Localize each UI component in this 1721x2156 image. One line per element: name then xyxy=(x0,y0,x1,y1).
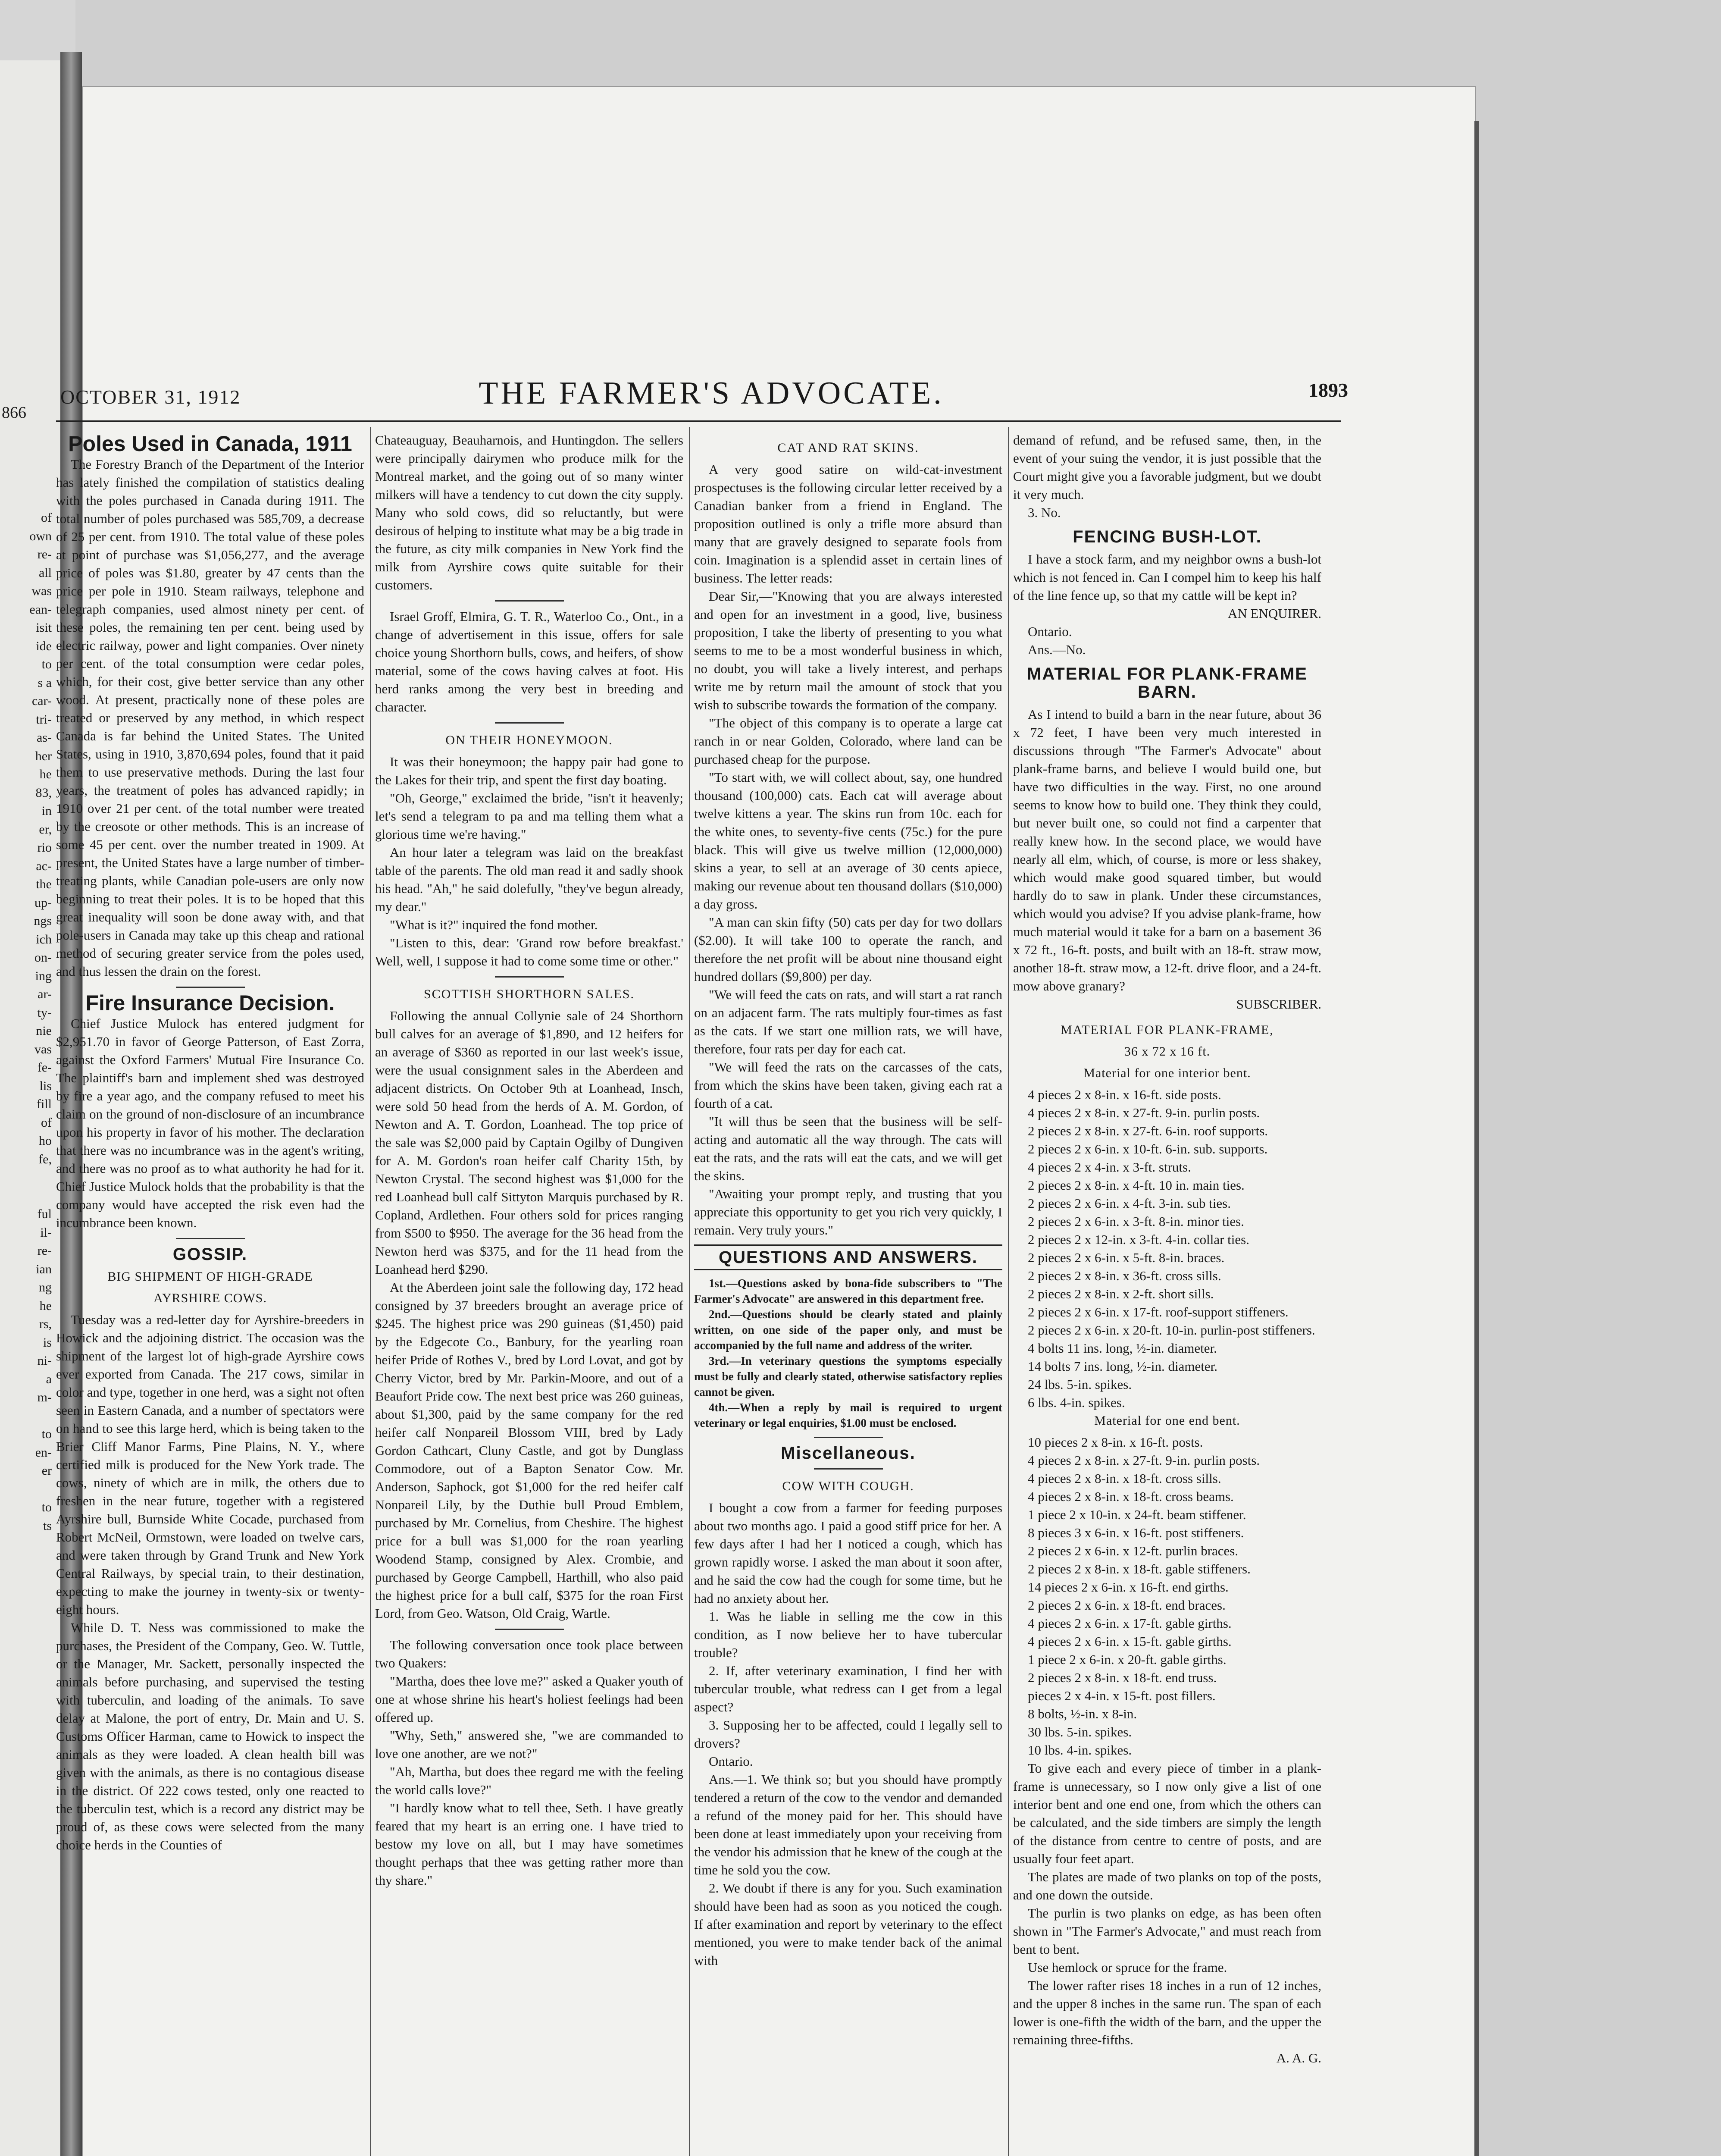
page-edge-shadow xyxy=(1474,121,1479,2156)
article-paragraph: 3. Supposing her to be affected, could I legally sell to drovers? xyxy=(694,1717,1002,1751)
article-paragraph: Following the annual Collynie sale of 24 Shorthorn bull calves for an average of $1,890, and 12 heifers for an average of $360 as reported in our last week's issue, were the usual consignment sales in the Aberdeen and adjacent districts. On October 9th at Loanhead, Insch, were sold 50 head from the herds of A. M. Gordon, of Newton and A. T. Gordon, Loanhead. The top price of the sale was $2,000 paid by Captain Ogilby of Dungiven for A. M. Gordon's roan heifer calf Charity 15th, by Newton Crystal. The second highest was $1,000 for the red Loanhead bull calf Sittyton Marquis purchased by R. Copland, Ardlethen. Four others sold for prices ranging from $500 to $950. The average for the 36 head from the Newton herd was $375, and for the 11 head from the Loanhead herd $290. xyxy=(375,1008,683,1277)
text-fragment: as- xyxy=(37,730,52,745)
text-fragment: lis xyxy=(39,1078,52,1093)
article-paragraph: 2. We doubt if there is any for you. Such examination should have been had as soon as you noticed the cough. If after examination and report by veterinary to the effect mentioned, you were to make tender back of the animal with xyxy=(694,1880,1002,1968)
text-fragment: er, xyxy=(39,822,52,837)
article-paragraph: A very good satire on wild-cat-investment prospectuses is the following circular letter received by a Canadian banker from a friend in England. The proposition outlined is only a trifle more absurd than many that are gravely designed to separate fools from coin. Imagination is a splendid asset in certain lines of business. The letter reads: xyxy=(694,462,1002,586)
article-paragraph: "What is it?" inquired the fond mother. xyxy=(390,917,598,932)
article-paragraph: To give each and every piece of timber in a plank-frame is unnecessary, so I now only give a list of one interior bent and one end one, from which the others can be calculated, and the side timbers are simply the length of the distance from centre to centre of posts, and are usually four feet apart. xyxy=(1013,1761,1321,1866)
article-paragraph: Tuesday was a red-letter day for Ayrshire-breeders in Howick and the adjoining district. The occasion was the shipment of the largest lot of high-grade Ayrshire cows ever exported from Canada. The 217 cows, similar in color and type, together in one herd, was a sight not often seen in Eastern Canada, and a number of spectators were on hand to see this large herd, which is being taken to the Brier Cliff Manor Farms, Pine Plains, N. Y., where certified milk is produced for the New York trade. The cows, ninety of which are in milk, the others due to freshen in the near future, together with a registered Ayrshire bull, Burnside White Cocade, purchased from Robert McNeil, Ormstown, were loaded on twelve cars, and were taken through by Grand Trunk and New York Central Railways, by special train, to their destination, expecting to make the journey in twenty-six or twenty-eight hours. xyxy=(56,1312,364,1617)
materials-item: 2 pieces 2 x 6-in. x 17-ft. roof-support stiffeners. xyxy=(1028,1304,1289,1319)
materials-item: 8 bolts, ½-in. x 8-in. xyxy=(1028,1706,1137,1721)
article-paragraph: "Martha, does thee love me?" asked a Quaker youth of one at whose shrine his heart's holiest feelings had been offered up. xyxy=(375,1673,683,1725)
text-fragment: fill xyxy=(37,1097,52,1111)
article-paragraph: Ans.—1. We think so; but you should have promptly tendered a return of the cow to the vendor and demanded a refund of the money paid for her. This should have been done at least immediately upon your receiving from the vendor his admission that he knew of the cough at the time he sold you the cow. xyxy=(694,1772,1002,1877)
materials-item: 30 lbs. 5-in. spikes. xyxy=(1028,1724,1132,1739)
text-fragment: to xyxy=(41,1427,52,1441)
rules-paragraph: 2nd.—Questions should be clearly stated and plainly written, on one side of the paper only, and must be accompanied by the full name and address of the writer. xyxy=(694,1308,1002,1352)
materials-item: 14 bolts 7 ins. long, ½-in. diameter. xyxy=(1028,1359,1217,1374)
text-fragment: to xyxy=(41,1500,52,1514)
rules-paragraph: 4th.—When a reply by mail is required to urgent veterinary or legal enquiries, $1.00 must be enclosed. xyxy=(694,1401,1002,1429)
materials-item: 2 pieces 2 x 8-in. x 18-ft. end truss. xyxy=(1028,1670,1217,1685)
materials-item: 2 pieces 2 x 6-in. x 4-ft. 3-in. sub ties. xyxy=(1028,1196,1231,1211)
materials-title: Material for one end bent. xyxy=(1094,1413,1240,1428)
article-paragraph: "The object of this company is to operate a large cat ranch in or near Golden, Colorado, where land can be purchased cheap for the purpose. xyxy=(694,715,1002,767)
article-paragraph: Israel Groff, Elmira, G. T. R., Waterloo Co., Ont., in a change of advertisement in this issue, offers for sale choice young Shorthorn bulls, cows, and heifers, of show material, some of the cows having calves at foot. His herd ranks among the very best in breeding and character. xyxy=(375,609,683,714)
section-heading: GOSSIP. xyxy=(172,1245,248,1264)
materials-item: 2 pieces 2 x 6-in. x 10-ft. 6-in. sub. supports. xyxy=(1028,1141,1268,1156)
text-fragment: nie xyxy=(36,1024,52,1038)
materials-item: 2 pieces 2 x 6-in. x 3-ft. 8-in. minor ties. xyxy=(1028,1214,1244,1229)
text-fragment: s a xyxy=(38,675,52,690)
article-paragraph: The lower rafter rises 18 inches in a run of 12 inches, and the upper 8 inches in the same run. The span of each lower is one-fifth the width of the barn, and the upper the remaining three-fifths. xyxy=(1013,1978,1321,2047)
text-fragment xyxy=(0,1169,52,1187)
article-paragraph: Ontario. xyxy=(709,1754,753,1769)
text-fragment: ian xyxy=(36,1262,52,1276)
article-paragraph: "Listen to this, dear: 'Grand row before breakfast.' Well, well, I suppose it had to come some time or other." xyxy=(375,935,683,968)
article-heading: FENCING BUSH-LOT. xyxy=(1073,527,1262,546)
text-fragment: her xyxy=(35,749,52,763)
divider xyxy=(495,1629,564,1630)
article-subheading: BIG SHIPMENT OF HIGH-GRADE xyxy=(107,1269,313,1284)
text-fragment: in xyxy=(41,804,52,818)
materials-item: 4 bolts 11 ins. long, ½-in. diameter. xyxy=(1028,1341,1217,1356)
article-paragraph: I have a stock farm, and my neighbor owns a bush-lot which is not fenced in. Can I compel him to keep his half of the line fence up, so that my cattle will be kept in? xyxy=(1013,552,1321,603)
page-number: 1893 xyxy=(1308,379,1348,401)
issue-date: OCTOBER 31, 1912 xyxy=(60,386,241,408)
text-fragment: fe- xyxy=(37,1060,52,1075)
materials-item: 4 pieces 2 x 8-in. x 27-ft. 9-in. purlin posts. xyxy=(1028,1105,1260,1120)
materials-item: 2 pieces 2 x 8-in. x 36-ft. cross sills. xyxy=(1028,1268,1221,1283)
text-fragment: ts xyxy=(43,1518,52,1533)
text-fragment: to xyxy=(41,657,52,671)
materials-item: 1 piece 2 x 6-in. x 20-ft. gable girths. xyxy=(1028,1652,1227,1667)
masthead-title: THE FARMER'S ADVOCATE. xyxy=(479,376,944,411)
column-2 xyxy=(375,431,683,2156)
materials-item: 2 pieces 2 x 6-in. x 12-ft. purlin braces. xyxy=(1028,1543,1239,1558)
article-paragraph: Chateauguay, Beauharnois, and Huntingdon. The sellers were principally dairymen who produce milk for the Montreal market, and the going out of so many winter milkers will have a tendency to cut down the city supply. Many who sold cows, did so reluctantly, but were desirous of helping to institute what may be a big trade in the future, as city milk companies in New York find the milk from Ayrshire cows quite suitable for their customers. xyxy=(375,432,683,592)
divider xyxy=(814,1437,883,1438)
materials-item: 10 pieces 2 x 8-in. x 16-ft. posts. xyxy=(1028,1435,1203,1450)
text-fragment: 83, xyxy=(35,785,52,800)
text-fragment: ac- xyxy=(36,859,52,873)
section-heading: QUESTIONS AND ANSWERS. xyxy=(694,1244,1002,1270)
materials-item: 14 pieces 2 x 6-in. x 16-ft. end girths. xyxy=(1028,1579,1229,1595)
article-subheading: 36 x 72 x 16 ft. xyxy=(1124,1044,1211,1059)
text-fragment: isit xyxy=(36,620,52,635)
article-heading: Fire Insurance Decision. xyxy=(85,991,335,1015)
text-fragment: m- xyxy=(37,1390,52,1404)
materials-item: 4 pieces 2 x 8-in. x 18-ft. cross beams. xyxy=(1028,1489,1234,1504)
text-fragment: fe, xyxy=(38,1152,52,1166)
text-fragment: car- xyxy=(31,694,52,708)
column-3 xyxy=(694,431,1002,2156)
text-fragment: ing xyxy=(35,968,52,983)
article-paragraph: Chief Justice Mulock has entered judgment for $2,951.70 in favor of George Patterson, of East Zorra, against the Oxford Farmers' Mutual Fire Insurance Co. The plaintiff's barn and implement shed was destroyed by fire a year ago, and the company refused to meet his claim on the ground of non-disclosure of an incumbrance upon his property in favor of his mother. The declaration that there was no incumbrance was in the agent's writing, and there was no proof as to what authority he had for it. Chief Justice Mulock holds that the probability is that the company would have accepted the risk even had the incumbrance been known. xyxy=(56,1016,364,1230)
materials-item: 10 lbs. 4-in. spikes. xyxy=(1028,1742,1132,1758)
article-paragraph: Ans.—No. xyxy=(1028,642,1086,657)
column-rule xyxy=(1008,427,1009,2156)
text-fragment: il- xyxy=(40,1225,52,1240)
materials-list-interior xyxy=(1013,1086,1321,1412)
signature: SUBSCRIBER. xyxy=(1236,997,1321,1012)
article-paragraph: It was their honeymoon; the happy pair had gone to the Lakes for their trip, and spent the first day boating. xyxy=(375,754,683,787)
article-heading: CAT AND RAT SKINS. xyxy=(777,441,919,455)
text-fragment: a xyxy=(46,1372,52,1386)
divider xyxy=(176,1238,245,1239)
materials-item: 4 pieces 2 x 8-in. x 18-ft. cross sills. xyxy=(1028,1471,1221,1486)
article-paragraph: I bought a cow from a farmer for feeding purposes about two months ago. I paid a good stiff price for her. A few days after I had her I noticed a cough, which has grown rapidly worse. I asked the man about it soon after, and he said the cow had the cough for some time, but he had no anxiety about her. xyxy=(694,1500,1002,1606)
article-paragraph: demand of refund, and be refused same, then, in the event of your suing the vendor, it is just possible that the Court might give you a favorable judgment, but we doubt it very much. xyxy=(1013,432,1321,502)
text-fragment xyxy=(0,1187,52,1206)
materials-title: Material for one interior bent. xyxy=(1083,1066,1251,1080)
materials-item: 2 pieces 2 x 6-in. x 5-ft. 8-in. braces. xyxy=(1028,1250,1225,1265)
text-fragment: he xyxy=(39,1298,52,1313)
text-fragment: ngs xyxy=(34,914,52,928)
article-paragraph: At the Aberdeen joint sale the following day, 172 head consigned by 37 breeders brought an average price of $245. The highest price was 290 guineas ($1,450) paid by the Edgecote Co., Banbury, for the yearling roan heifer Pride of Rothes V., bred by Lord Lovat, and got by Cherry Victor, bred by Mr. Parkin-Moore, and out of a Beaufort Pride cow. The next best price was 260 guineas, about $1,300, paid by the same company for the red heifer calf Nonpareil Blossom VIII, bred by Lady Gordon Cathcart, Cluny Castle, and got by Dunglass Commodore, out of a Bapton Senator Cow. Mr. Anderson, Saphock, got $1,000 for the red heifer calf Nonpareil Lily, by the Duthie bull Proud Emblem, purchased by Mr. Cornelius, from Cheshire. The highest price for a bull was $1,000 for the roan yearling Woodend Stamp, consigned by Alex. Crombie, and purchased by George Campbell, Harthill, who also paid the highest price for a bull calf, $375 for the roan First Lord, from Geo. Watson, Old Craig, Wartle. xyxy=(375,1280,683,1621)
materials-item: 1 piece 2 x 10-in. x 24-ft. beam stiffener. xyxy=(1028,1507,1246,1522)
previous-page-number: 866 xyxy=(2,404,26,422)
article-heading: SCOTTISH SHORTHORN SALES. xyxy=(423,987,635,1001)
article-paragraph: "Awaiting your prompt reply, and trusting that you appreciate this opportunity to get you rich very quickly, I remain. Very truly yours." xyxy=(694,1186,1002,1238)
divider xyxy=(495,600,564,602)
materials-item: 4 pieces 2 x 4-in. x 3-ft. struts. xyxy=(1028,1159,1191,1175)
column-1 xyxy=(56,431,364,2156)
text-fragment: ful xyxy=(37,1207,52,1221)
column-rule xyxy=(689,427,690,2156)
text-fragment: vas xyxy=(34,1042,52,1056)
text-fragment: ar- xyxy=(38,987,52,1001)
text-fragment: en- xyxy=(35,1445,52,1460)
article-paragraph: The following conversation once took place between two Quakers: xyxy=(375,1637,683,1670)
materials-item: 8 pieces 3 x 6-in. x 16-ft. post stiffeners. xyxy=(1028,1525,1244,1540)
article-paragraph: The purlin is two planks on edge, as has been often shown in "The Farmer's Advocate," and must reach from bent to bent. xyxy=(1013,1905,1321,1957)
previous-page-fragments xyxy=(0,509,52,1535)
article-paragraph: "It will thus be seen that the business will be self-acting and automatic all the way through. The cats will eat the rats, and the rats will eat the cats, and we will get the skins. xyxy=(694,1114,1002,1183)
header-rule xyxy=(56,420,1341,422)
column-rule xyxy=(370,427,371,2156)
text-fragment: ich xyxy=(36,932,52,946)
text-fragment: rs, xyxy=(39,1317,52,1331)
article-paragraph: The plates are made of two planks on top of the posts, and one down the outside. xyxy=(1013,1869,1321,1902)
article-paragraph: As I intend to build a barn in the near future, about 36 x 72 feet, I have been very much interested in discussions through "The Farmer's Advocate" about plank-frame barns, and believe I would build one, but have two difficulties in the way. First, no one around seems to know how to build one. They think they could, but never built one, so could not find a carpenter that really knew how. In the second place, we would have nearly all elm, which, of course, is more or less shakey, which would make good squared timber, but would hardly do to saw in plank. Under these circumstances, which would you advise? If you advise plank-frame, how much material would it take for a barn on a basement 36 x 72 ft., 16-ft. posts, and built with an 18-ft. straw mow, another 18-ft. straw mow, a 12-ft. drive floor, and a 24-ft. mow above granary? xyxy=(1013,707,1321,993)
article-paragraph: The Forestry Branch of the Department of the Interior has lately finished the compilation of statistics dealing with the poles purchased in Canada during 1911. The total number of poles purchased was 585,709, a decrease of 25 per cent. from 1910. The total value of these poles at point of purchase was $1,056,277, and the average price of poles was $1.80, greater by 47 cents than the price per pole in 1910. Steam railways, telephone and telegraph companies, used almost ninety per cent. of these poles, the remaining ten per cent. being used by electric railway, power and light companies. Over ninety per cent. of the total consumption were cedar poles, which, for their cost, give better service than any other wood. At present, practically none of these poles are treated or preserved by any method, in which respect Canada is far behind the United States. The United States, using in 1910, 3,870,694 poles, found that it paid them to use preservative methods. During the last four years, the treatment of poles has advanced rapidly; in 1910 over 21 per cent. of the total number were treated by the creosote or other methods. This is an increase of some 45 per cent. over the number treated in 1909. At present, the United States have a large number of timber-treating plants, while Canadian pole-users are only now beginning to treat their poles. It is to be hoped that this great inequality will soon be done away with, and that pole-users in Canada may take up this cheap and rational method of securing greater service from the poles used, and thus lessen the drain on the forest. xyxy=(56,457,364,979)
article-paragraph: 1. Was he liable in selling me the cow in this condition, as I now believe her to have tubercular trouble? xyxy=(694,1609,1002,1660)
text-fragment: re- xyxy=(37,1244,52,1258)
text-fragment: tri- xyxy=(36,712,52,727)
materials-item: 2 pieces 2 x 6-in. x 20-ft. 10-in. purlin-post stiffeners. xyxy=(1028,1322,1315,1338)
text-fragment xyxy=(0,1407,52,1426)
materials-item: 2 pieces 2 x 8-in. x 4-ft. 10 in. main ties. xyxy=(1028,1178,1245,1193)
article-paragraph: "Why, Seth," answered she, "we are commanded to love one another, are we not?" xyxy=(375,1728,683,1761)
text-fragment: up- xyxy=(34,895,52,910)
materials-item: 4 pieces 2 x 6-in. x 15-ft. gable girths. xyxy=(1028,1634,1232,1649)
text-fragment: ni- xyxy=(37,1354,52,1368)
rules-paragraph: 3rd.—In veterinary questions the symptoms especially must be fully and clearly stated, otherwise satisfactory replies cannot be given. xyxy=(694,1354,1002,1398)
text-fragment: is xyxy=(43,1335,52,1350)
article-paragraph: An hour later a telegram was laid on the breakfast table of the parents. The old man read it and sadly shook his head. "Ah," he said dolefully, "they've begun already, my dear." xyxy=(375,845,683,914)
materials-item: 2 pieces 2 x 8-in. x 18-ft. gable stiffeners. xyxy=(1028,1561,1251,1576)
article-paragraph: Use hemlock or spruce for the frame. xyxy=(1028,1960,1227,1975)
materials-list-end xyxy=(1013,1433,1321,1759)
text-fragment: was xyxy=(31,584,52,598)
text-fragment: ide xyxy=(36,639,52,653)
article-heading: Poles Used in Canada, 1911 xyxy=(68,432,352,456)
materials-item: pieces 2 x 4-in. x 15-ft. post fillers. xyxy=(1028,1688,1216,1703)
text-fragment: ty- xyxy=(37,1005,52,1020)
article-heading: ON THEIR HONEYMOON. xyxy=(445,733,613,747)
materials-item: 4 pieces 2 x 6-in. x 17-ft. gable girths. xyxy=(1028,1616,1232,1631)
text-fragment: er xyxy=(41,1463,52,1478)
article-paragraph: While D. T. Ness was commissioned to make the purchases, the President of the Company, Geo. W. Tuttle, or the Manager, Mr. Sackett, personally inspected the animals before purchasing, and supervised the testing with tuberculin, and loading of the animals. To save delay at Malone, the port of entry, Dr. Main and U. S. Customs Officer Harman, came to Howick to inspect the animals as they were loaded. A clean health bill was given with the animals, as there is no contagious disease in the district. Of 222 cows tested, only one reacted to the tuberculin test, which is a record any district may be proud of, as these cows were selected from the many choice herds in the Counties of xyxy=(56,1620,364,1852)
materials-item: 6 lbs. 4-in. spikes. xyxy=(1028,1395,1125,1410)
materials-item: 2 pieces 2 x 6-in. x 18-ft. end braces. xyxy=(1028,1598,1226,1613)
text-fragment: on- xyxy=(34,950,52,965)
article-heading: MATERIAL FOR PLANK-FRAME BARN. xyxy=(1027,664,1308,702)
section-heading: Miscellaneous. xyxy=(781,1444,916,1463)
column-4 xyxy=(1013,431,1321,2156)
article-paragraph: "We will feed the cats on rats, and will start a rat ranch on an adjacent farm. The rats multiply four-times as fast as the cats. If we start one million rats, we will have, therefore, four rats per day for each cat. xyxy=(694,987,1002,1056)
text-fragment: re- xyxy=(37,547,52,561)
divider xyxy=(814,1468,883,1470)
materials-item: 2 pieces 2 x 12-in. x 3-ft. 4-in. collar ties. xyxy=(1028,1232,1249,1247)
text-fragment: he xyxy=(39,767,52,781)
materials-item: 2 pieces 2 x 8-in. x 27-ft. 6-in. roof supports. xyxy=(1028,1123,1268,1138)
text-fragment: own xyxy=(29,529,52,543)
article-heading: MATERIAL FOR PLANK-FRAME, xyxy=(1061,1023,1274,1037)
materials-item: 4 pieces 2 x 8-in. x 16-ft. side posts. xyxy=(1028,1087,1221,1102)
article-paragraph: Ontario. xyxy=(1028,624,1072,639)
article-paragraph: 3. No. xyxy=(1028,505,1061,520)
article-paragraph: "We will feed the rats on the carcasses of the cats, from which the skins have been taken, giving each rat a fourth of a cat. xyxy=(694,1059,1002,1111)
article-paragraph: "Ah, Martha, but does thee regard me with the feeling the world calls love?" xyxy=(375,1764,683,1797)
divider xyxy=(495,722,564,724)
text-fragment: of xyxy=(41,1115,52,1130)
article-paragraph: Dear Sir,—"Knowing that you are always interested and open for an investment in a good, live, business proposition, I take the liberty of presenting to you what seems to me to be a most wonderful business in which, no doubt, you will take a lively interest, and perhaps write me by return mail the amount of stock that you wish to subscribe towards the formation of the company. xyxy=(694,589,1002,712)
text-fragment: ng xyxy=(39,1280,52,1294)
article-paragraph: "A man can skin fifty (50) cats per day for two dollars ($2.00). It will take 100 to operate the ranch, and therefore the net profit will be about nine thousand eight hundred dollars ($9,800) per day. xyxy=(694,915,1002,984)
rules-paragraph: 1st.—Questions asked by bona-fide subscribers to "The Farmer's Advocate" are answered in this department free. xyxy=(694,1277,1002,1305)
text-fragment xyxy=(0,1480,52,1499)
article-paragraph: "I hardly know what to tell thee, Seth. I have greatly feared that my heart is an erring one. I have tried to bestow my love on all, but I may have sometimes thought perhaps that thee was getting rather more than thy share." xyxy=(375,1800,683,1888)
materials-item: 24 lbs. 5-in. spikes. xyxy=(1028,1377,1132,1392)
article-paragraph: "To start with, we will collect about, say, one hundred thousand (100,000) cats. Each cat will average about twelve kittens a year. The skins run from 10c. each for the white ones, to seventy-five cents (75c.) for the pure black. This will give us twelve million (12,000,000) skins a year, to sell at an average of 30 cents apiece, making our revenue about ten thousand dollars ($10,000) a day gross. xyxy=(694,770,1002,912)
materials-item: 2 pieces 2 x 8-in. x 2-ft. short sills. xyxy=(1028,1286,1214,1301)
text-fragment: rio xyxy=(37,840,52,855)
materials-item: 4 pieces 2 x 8-in. x 27-ft. 9-in. purlin posts. xyxy=(1028,1453,1260,1468)
article-paragraph: 2. If, after veterinary examination, I find her with tubercular trouble, what redress can I get from a legal aspect? xyxy=(694,1663,1002,1714)
signature: A. A. G. xyxy=(1276,2050,1321,2065)
previous-page-edge xyxy=(0,60,63,2156)
article-heading: COW WITH COUGH. xyxy=(782,1479,914,1493)
article-subheading: AYRSHIRE COWS. xyxy=(153,1291,267,1305)
text-fragment: the xyxy=(36,877,52,891)
divider xyxy=(495,976,564,978)
text-fragment: ean- xyxy=(29,602,52,617)
divider xyxy=(176,987,245,988)
article-paragraph: "Oh, George," exclaimed the bride, "isn't it heavenly; let's send a telegram to pa and ma telling them what a glorious time we're having." xyxy=(375,790,683,842)
text-fragment: all xyxy=(39,565,52,580)
text-fragment: of xyxy=(41,511,52,525)
text-fragment: ho xyxy=(39,1134,52,1148)
signature: AN ENQUIRER. xyxy=(1228,606,1321,621)
